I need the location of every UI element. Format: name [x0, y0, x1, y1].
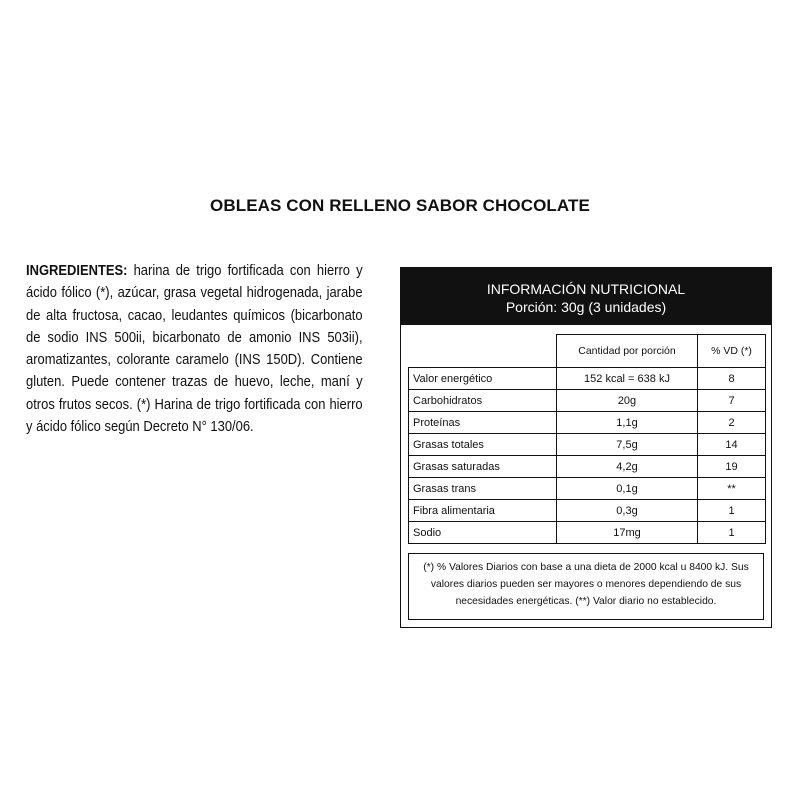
ingredients-text	[26, 260, 363, 438]
nutrient-vd: 2	[698, 412, 766, 434]
product-title: OBLEAS CON RELLENO SABOR CHOCOLATE	[210, 196, 590, 215]
nutrient-name: Carbohidratos	[409, 390, 557, 412]
nutrient-quantity: 0,3g	[557, 500, 698, 522]
nutrient-vd: **	[698, 478, 766, 500]
nutrition-header	[401, 268, 771, 325]
header-blank-cell	[409, 335, 557, 368]
nutrient-quantity: 20g	[557, 390, 698, 412]
table-row	[409, 500, 766, 522]
nutrition-footnote: (*) % Valores Diarios con base a una dieta de 2000 kcal u 8400 kJ. Sus valores diarios pueden ser mayores o menores dependiendo de sus necesidades energéticas. (**) Valor diario no establecido.	[408, 553, 764, 620]
nutrition-title: INFORMACIÓN NUTRICIONAL	[486, 281, 686, 297]
table-row	[409, 390, 766, 412]
nutrient-vd: 8	[698, 368, 766, 390]
nutrient-vd: 19	[698, 456, 766, 478]
table-row	[409, 522, 766, 544]
nutrient-quantity: 17mg	[557, 522, 698, 544]
column-header-quantity: Cantidad por porción	[557, 335, 698, 368]
nutrient-vd: 7	[698, 390, 766, 412]
nutrient-name: Valor energético	[409, 368, 557, 390]
table-row	[409, 434, 766, 456]
nutrient-vd: 14	[698, 434, 766, 456]
nutrient-vd: 1	[698, 522, 766, 544]
table-row	[409, 478, 766, 500]
ingredients-label: INGREDIENTES:	[26, 263, 128, 279]
table-row	[409, 368, 766, 390]
nutrient-quantity: 4,2g	[557, 456, 698, 478]
nutrition-portion: Porción: 30g (3 unidades)	[505, 299, 667, 315]
ingredients-body: harina de trigo fortificada con hierro y ácido fólico (*), azúcar, grasa vegetal hidrogenada, jarabe de alta fructosa, cacao, leudantes químicos (bicarbonato de sodio INS 500ii, bicarbonato de amonio INS 503ii), aromatizantes, colorante caramelo (INS 150D). Contiene gluten. Puede contener trazas de huevo, leche, maní y otros frutos secos. (*) Harina de trigo fortificada con hierro y ácido fólico según Decreto N° 130/06.	[26, 263, 363, 436]
nutrition-facts-table	[400, 267, 772, 628]
nutrient-name: Proteínas	[409, 412, 557, 434]
table-row	[409, 456, 766, 478]
nutrient-name: Grasas saturadas	[409, 456, 557, 478]
nutrient-name: Sodio	[409, 522, 557, 544]
table-row	[409, 412, 766, 434]
nutrient-name: Grasas totales	[409, 434, 557, 456]
nutrient-name: Grasas trans	[409, 478, 557, 500]
nutrition-column-headers	[409, 335, 766, 368]
nutrient-vd: 1	[698, 500, 766, 522]
nutrition-rows	[409, 368, 766, 544]
nutrient-quantity: 0,1g	[557, 478, 698, 500]
nutrient-quantity: 7,5g	[557, 434, 698, 456]
column-header-vd: % VD (*)	[698, 335, 766, 368]
nutrient-quantity: 1,1g	[557, 412, 698, 434]
nutrition-grid	[408, 334, 766, 544]
nutrient-name: Fibra alimentaria	[409, 500, 557, 522]
nutrient-quantity: 152 kcal = 638 kJ	[557, 368, 698, 390]
